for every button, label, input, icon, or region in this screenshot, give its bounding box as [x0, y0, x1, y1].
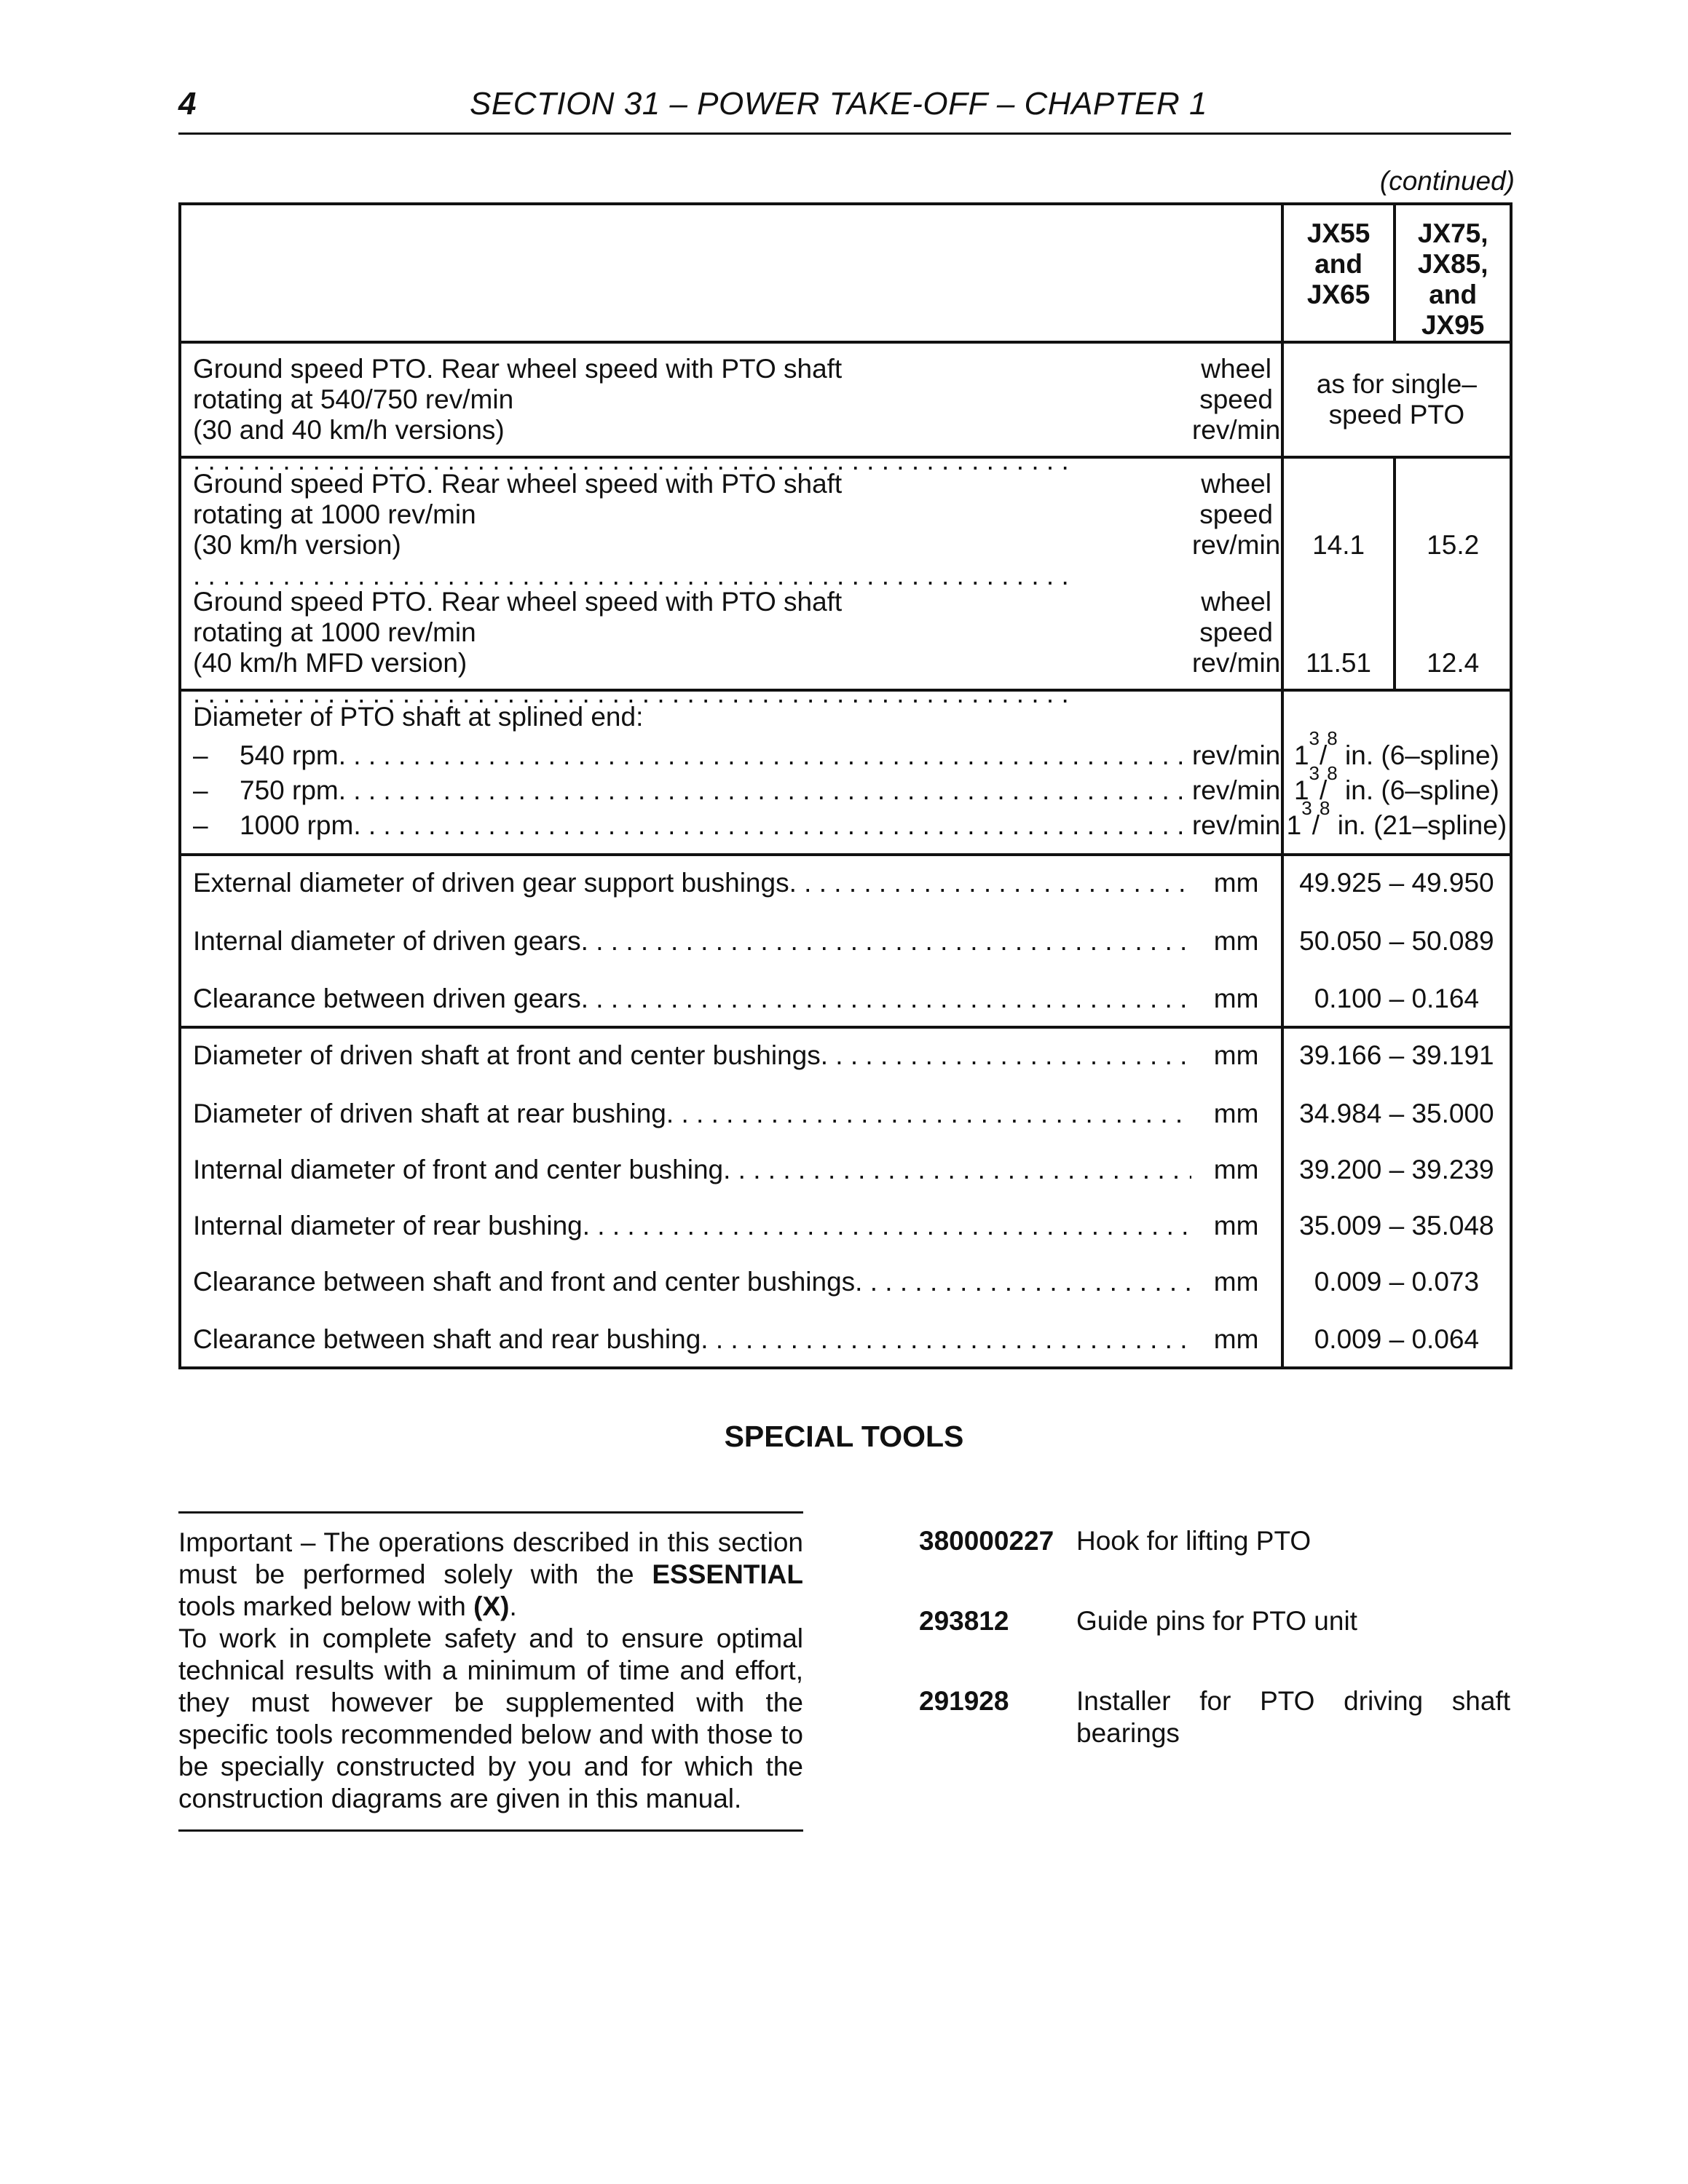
- row-unit: mm: [1213, 1266, 1259, 1297]
- tool-description: Hook for lifting PTO: [1076, 1526, 1312, 1556]
- row-description: Diameter of driven shaft at rear bushing . . .: [180, 1085, 1191, 1142]
- table-row: [180, 1198, 1511, 1254]
- row-unit: wheel speed rev/min: [1191, 469, 1281, 560]
- row-description: Internal diameter of front and center bushing . . .: [180, 1142, 1191, 1198]
- table-header-row: [180, 204, 1511, 342]
- row-description: Clearance between shaft and rear bushing . . .: [180, 1310, 1191, 1368]
- row-description: Ground speed PTO. Rear wheel speed with PTO shaft rotating at 1000 rev/min (40 km/h MFD version) . . .: [180, 561, 1191, 690]
- table-row: [180, 690, 1511, 855]
- diameter-item: – 540 rpm . . .: [193, 738, 1191, 773]
- diameter-description: [180, 690, 1191, 855]
- row-value: 34.984 – 35.000: [1282, 1085, 1511, 1142]
- important-note: [178, 1511, 803, 1832]
- row-description: Internal diameter of driven gears . . .: [180, 913, 1191, 969]
- row-value: 0.009 – 0.073: [1282, 1254, 1511, 1310]
- row-unit: mm: [1213, 1154, 1259, 1184]
- diameter-values: [1282, 690, 1511, 855]
- row-unit: mm: [1213, 925, 1259, 956]
- list-item: [919, 1605, 1510, 1637]
- row-value-jx55-jx65: 14.1: [1282, 457, 1395, 561]
- table-row: [180, 1027, 1511, 1085]
- row-value-jx55-jx65: 11.51: [1282, 561, 1395, 690]
- row-unit: mm: [1213, 1098, 1259, 1128]
- diameter-units: rev/min rev/min rev/min: [1191, 740, 1281, 840]
- tool-description: Installer for PTO driving shaft bearings: [1076, 1686, 1510, 1748]
- list-item: [919, 1685, 1510, 1749]
- important-paragraph-2: To work in complete safety and to ensure optimal technical results with a minimum of time and effort, they must however be supplemented with the specific tools recommended below and with those to be specially constructed by you and for which the construction diagrams are given in this manual.: [178, 1623, 803, 1813]
- row-value-jx75-jx95: 15.2: [1395, 457, 1511, 561]
- row-unit: mm: [1213, 1324, 1259, 1354]
- important-paragraph-1: Important – The operations described in this section must be performed solely with the ESSENTIAL tools marked below with (X).: [178, 1527, 803, 1621]
- table-row: [180, 1310, 1511, 1368]
- table-row: [180, 913, 1511, 969]
- page-number: 4: [178, 86, 197, 122]
- row-value: 49.925 – 49.950: [1282, 855, 1511, 913]
- diameter-value: 1 3 / 8 in. (21–spline): [1286, 797, 1507, 840]
- row-description: Internal diameter of rear bushing . . .: [180, 1198, 1191, 1254]
- special-tools-heading: SPECIAL TOOLS: [724, 1420, 964, 1453]
- row-value: 50.050 – 50.089: [1282, 913, 1511, 969]
- section-title: SECTION 31 – POWER TAKE-OFF – CHAPTER 1: [470, 86, 1207, 122]
- table-row: [180, 969, 1511, 1027]
- diameter-value: 1 3 / 8 in. (6–spline): [1293, 762, 1499, 805]
- column-header-jx75-jx95: JX75, JX85, and JX95: [1395, 204, 1511, 342]
- specifications-table: [178, 202, 1513, 1369]
- row-description: External diameter of driven gear support bushings . . .: [180, 855, 1191, 913]
- diameter-item: – 1000 rpm . . .: [193, 808, 1191, 843]
- table-row: [180, 1254, 1511, 1310]
- row-unit: mm: [1213, 1210, 1259, 1241]
- row-value: 0.100 – 0.164: [1282, 969, 1511, 1027]
- row-description: Ground speed PTO. Rear wheel speed with PTO shaft rotating at 540/750 rev/min (30 and 40 km/h versions) . . .: [180, 342, 1191, 457]
- row-description: Ground speed PTO. Rear wheel speed with PTO shaft rotating at 1000 rev/min (30 km/h version) . . .: [180, 457, 1191, 561]
- row-value: as for single–speed PTO: [1282, 342, 1511, 457]
- list-item: [919, 1525, 1510, 1557]
- diameter-heading: Diameter of PTO shaft at splined end:: [193, 702, 644, 732]
- row-unit: wheel speed rev/min: [1191, 587, 1281, 678]
- tool-code: 380000227: [919, 1526, 1054, 1556]
- row-description: Clearance between driven gears . . .: [180, 969, 1191, 1027]
- tool-code: 291928: [919, 1686, 1009, 1716]
- diameter-value: 1 3 / 8 in. (6–spline): [1293, 727, 1499, 770]
- row-unit: mm: [1213, 1040, 1259, 1070]
- column-header-jx55-jx65: JX55 and JX65: [1282, 204, 1395, 342]
- table-row: [180, 1085, 1511, 1142]
- tool-code: 293812: [919, 1606, 1009, 1636]
- page-header: [178, 86, 1511, 135]
- row-value: 0.009 – 0.064: [1282, 1310, 1511, 1368]
- table-row: [180, 1142, 1511, 1198]
- tool-description: Guide pins for PTO unit: [1076, 1606, 1357, 1636]
- row-unit: mm: [1213, 984, 1259, 1013]
- continued-label: (continued): [1379, 166, 1515, 196]
- row-value: 39.200 – 39.239: [1282, 1142, 1511, 1198]
- diameter-item: – 750 rpm . . .: [193, 773, 1191, 808]
- row-description: Diameter of driven shaft at front and center bushings . . .: [180, 1027, 1191, 1085]
- row-value: 39.166 – 39.191: [1282, 1027, 1511, 1085]
- table-row: [180, 342, 1511, 457]
- row-value-jx75-jx95: 12.4: [1395, 561, 1511, 690]
- row-description: Clearance between shaft and front and center bushings . . .: [180, 1254, 1191, 1310]
- table-row: [180, 855, 1511, 913]
- special-tools-list: [919, 1525, 1510, 1797]
- row-value: 35.009 – 35.048: [1282, 1198, 1511, 1254]
- row-unit: wheel speed rev/min: [1191, 354, 1281, 445]
- row-unit: mm: [1213, 868, 1259, 898]
